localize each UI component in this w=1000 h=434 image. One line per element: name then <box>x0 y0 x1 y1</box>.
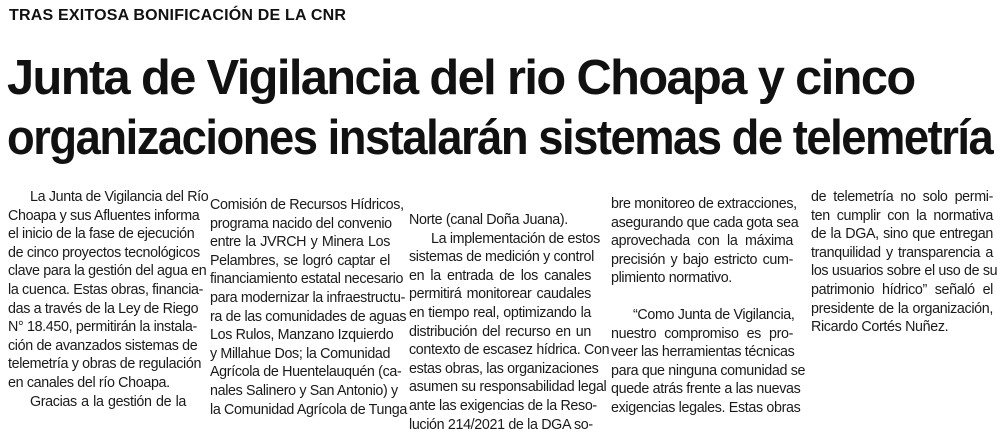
body-line: aprovechada con la máxima <box>611 233 793 250</box>
body-line: plimiento normativo. <box>611 270 732 287</box>
body-line: para modernizar la infraestructu- <box>210 289 406 306</box>
body-line: en canales del río Choapa. <box>8 374 170 391</box>
body-line: en tiempo real, optimizando la <box>409 304 591 321</box>
body-line: nales Salinero y San Antonio) y <box>210 382 398 399</box>
body-line: de telemetría no solo permi- <box>811 189 993 205</box>
body-line: Gracias a la gestión de la <box>30 393 186 410</box>
body-line: permitirá monitorear caudales <box>409 286 591 303</box>
body-line: Agrícola de Huentelauquén (ca- <box>210 364 402 381</box>
body-line: contexto de escasez hídrica. Con <box>409 342 610 359</box>
body-column-5 <box>811 188 998 337</box>
body-line: precisión y bajo estricto cum- <box>611 251 793 268</box>
body-line: asumen su responsabilidad legal <box>409 379 607 396</box>
body-line: Choapa y sus Afluentes informa <box>8 207 200 224</box>
body-line: quede atrás frente a las nuevas <box>611 381 801 398</box>
body-line: Comisión de Recursos Hídricos, <box>210 197 404 213</box>
body-line: ante las exigencias de la Reso- <box>409 397 597 414</box>
body-line: de la DGA, sino que entregan <box>811 226 993 243</box>
body-line: tranquilidad y transparencia a <box>811 244 993 261</box>
body-line: telemetría y obras de regulación <box>8 356 202 373</box>
body-line: exigencias legales. Estas obras <box>611 399 801 416</box>
body-line: ra de las comunidades de aguas <box>210 308 407 325</box>
body-line: distribución del recurso en un <box>409 323 591 340</box>
body-line: ten cumplir con la normativa <box>811 207 993 224</box>
body-column-3 <box>409 211 610 434</box>
body-line: La Junta de Vigilancia del Río <box>30 189 209 205</box>
body-line: la Comunidad Agrícola de Tunga <box>210 401 407 418</box>
body-line: ción de avanzados sistemas de <box>8 337 198 354</box>
body-line: de cinco proyectos tecnológicos <box>8 244 200 261</box>
body-line: presidente de la organización, <box>811 300 993 317</box>
body-line: en la entrada de los canales <box>409 267 591 284</box>
body-line: Norte (canal Doña Juana). <box>409 212 568 228</box>
body-line: programa nacido del convenio <box>210 215 392 232</box>
article-headline <box>7 48 997 168</box>
body-line: la cuenca. Estas obras, financia- <box>8 281 204 298</box>
body-line: sistemas de medición y control <box>409 249 594 266</box>
headline-line-1: Junta de Vigilancia del rio Choapa y cinco <box>7 51 915 105</box>
body-column-4 <box>611 195 806 418</box>
body-line: “Como Junta de Vigilancia, <box>633 306 795 323</box>
body-line: Ricardo Cortés Nuñez. <box>811 319 949 336</box>
body-column-1 <box>8 188 209 411</box>
body-line: das a través de la Ley de Riego <box>8 300 199 317</box>
body-line: Los Rulos, Manzano Izquierdo <box>210 327 394 344</box>
body-line: patrimonio hídrico” señaló el <box>811 281 993 298</box>
body-line: estas obras, las organizaciones <box>409 360 599 377</box>
body-column-2 <box>210 196 407 419</box>
body-line: veer las herramientas técnicas <box>611 344 795 361</box>
body-line: Pelambres, se logró captar el <box>210 252 390 269</box>
body-line: el inicio de la fase de ejecución <box>8 226 195 243</box>
body-line: asegurando que cada gota sea <box>611 214 799 231</box>
body-line: para que ninguna comunidad se <box>611 362 806 379</box>
body-line: entre la JVRCH y Minera Los <box>210 234 390 251</box>
article-kicker: TRAS EXITOSA BONIFICACIÓN DE LA CNR <box>9 7 347 24</box>
headline-line-2: organizaciones instalarán sistemas de telemetría <box>7 111 993 165</box>
body-line: bre monitoreo de extracciones, <box>611 196 797 212</box>
body-line: y Millahue Dos; la Comunidad <box>210 345 391 362</box>
body-line: La implementación de estos <box>431 230 600 247</box>
body-line: clave para la gestión del agua en <box>8 263 207 280</box>
body-line: N° 18.450, permitirán la instala- <box>8 319 197 336</box>
body-line: los usuarios sobre el uso de su <box>811 263 998 280</box>
body-line: financiamiento estatal necesario <box>210 271 404 288</box>
body-line: lución 214/2021 de la DGA so- <box>409 416 593 433</box>
body-line: nuestro compromiso es pro- <box>611 325 793 342</box>
